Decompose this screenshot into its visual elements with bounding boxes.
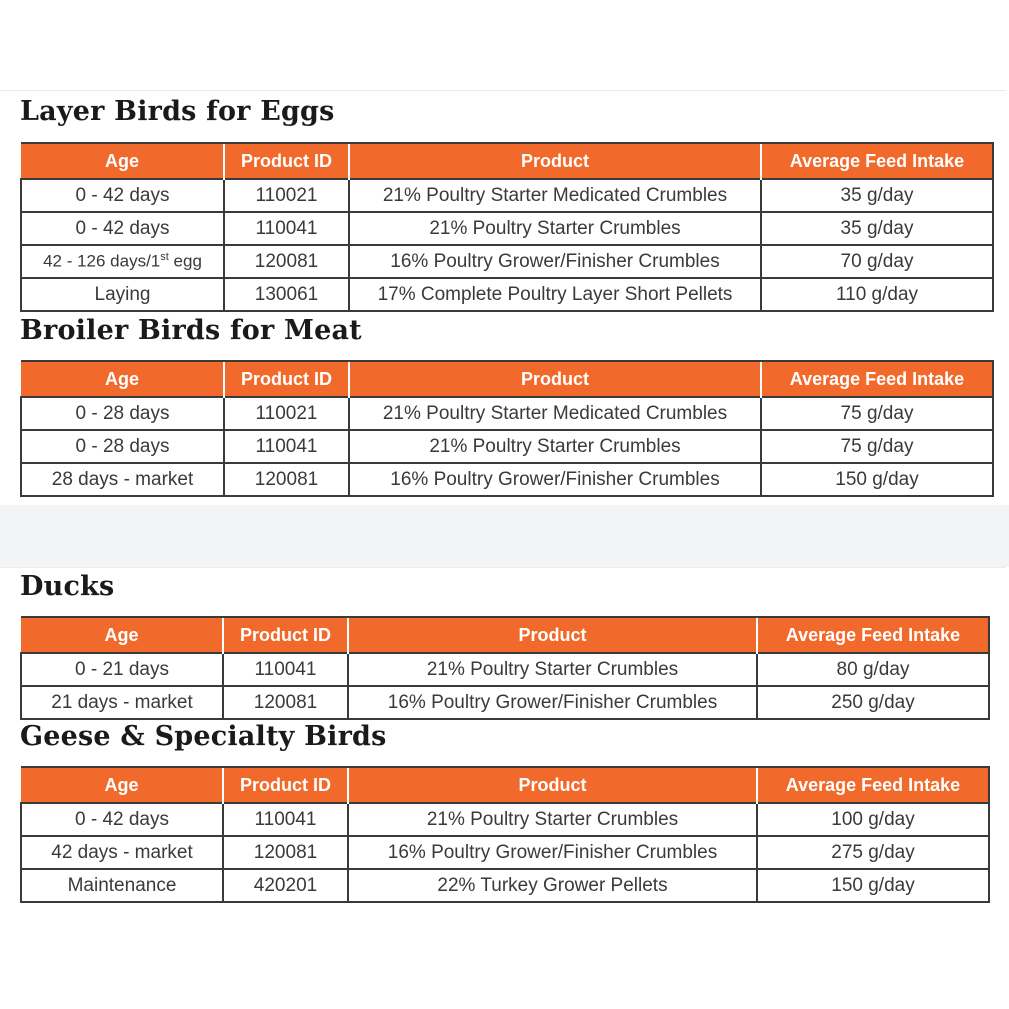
table-header-row [21,361,993,397]
cell-age: 0 - 28 days [21,430,224,463]
table-row [21,869,989,902]
table-row [21,179,993,212]
cell-feed-intake: 100 g/day [757,803,989,836]
panel-separator [0,505,1009,567]
header-product: Product [348,617,757,653]
cell-age: 0 - 21 days [21,653,223,686]
geese-specialty-table [20,766,990,903]
section-title-geese-specialty: Geese & Specialty Birds [20,721,387,752]
header-product-id: Product ID [223,617,348,653]
cell-feed-intake: 150 g/day [757,869,989,902]
table-row [21,653,989,686]
table-row [21,836,989,869]
table-header-row [21,767,989,803]
table-row [21,212,993,245]
cell-age: 42 - 126 days/1st egg [21,245,224,278]
cell-product-id: 110041 [223,653,348,686]
cell-age: Maintenance [21,869,223,902]
table-row [21,245,993,278]
header-product: Product [349,143,761,179]
broiler-birds-table [20,360,994,497]
cell-feed-intake: 80 g/day [757,653,989,686]
cell-product-id: 120081 [224,245,349,278]
header-age: Age [21,767,223,803]
section-title-ducks: Ducks [20,571,115,602]
cell-age: Laying [21,278,224,311]
header-average-feed-intake: Average Feed Intake [757,767,989,803]
cell-feed-intake: 110 g/day [761,278,993,311]
header-age: Age [21,361,224,397]
cell-product: 21% Poultry Starter Medicated Crumbles [349,397,761,430]
cell-product-id: 130061 [224,278,349,311]
layer-birds-table [20,142,994,312]
table-header-row [21,617,989,653]
cell-product: 17% Complete Poultry Layer Short Pellets [349,278,761,311]
header-product-id: Product ID [224,361,349,397]
cell-feed-intake: 70 g/day [761,245,993,278]
header-product: Product [349,361,761,397]
cell-product: 16% Poultry Grower/Finisher Crumbles [348,686,757,719]
cell-feed-intake: 75 g/day [761,397,993,430]
table-row [21,463,993,496]
table-row [21,686,989,719]
cell-product-id: 120081 [224,463,349,496]
header-product-id: Product ID [223,767,348,803]
cell-product: 16% Poultry Grower/Finisher Crumbles [348,836,757,869]
cell-product: 22% Turkey Grower Pellets [348,869,757,902]
table-header-row [21,143,993,179]
cell-product-id: 110041 [224,212,349,245]
section-title-layer-birds: Layer Birds for Eggs [20,96,335,127]
cell-age: 42 days - market [21,836,223,869]
cell-product-id: 120081 [223,686,348,719]
cell-product-id: 120081 [223,836,348,869]
header-average-feed-intake: Average Feed Intake [757,617,989,653]
cell-feed-intake: 75 g/day [761,430,993,463]
table-row [21,397,993,430]
cell-feed-intake: 35 g/day [761,179,993,212]
cell-product: 16% Poultry Grower/Finisher Crumbles [349,463,761,496]
cell-age: 0 - 42 days [21,179,224,212]
header-age: Age [21,617,223,653]
header-age: Age [21,143,224,179]
cell-product: 21% Poultry Starter Crumbles [348,653,757,686]
cell-age: 0 - 42 days [21,803,223,836]
header-product: Product [348,767,757,803]
cell-product: 21% Poultry Starter Crumbles [349,430,761,463]
table-row [21,430,993,463]
cell-feed-intake: 250 g/day [757,686,989,719]
cell-feed-intake: 35 g/day [761,212,993,245]
cell-product-id: 110041 [223,803,348,836]
cell-product-id: 420201 [223,869,348,902]
table-row [21,278,993,311]
cell-age: 28 days - market [21,463,224,496]
header-product-id: Product ID [224,143,349,179]
cell-product-id: 110041 [224,430,349,463]
cell-age: 0 - 42 days [21,212,224,245]
cell-feed-intake: 275 g/day [757,836,989,869]
cell-feed-intake: 150 g/day [761,463,993,496]
cell-product: 21% Poultry Starter Crumbles [348,803,757,836]
ducks-table [20,616,990,720]
table-row [21,803,989,836]
cell-product: 21% Poultry Starter Medicated Crumbles [349,179,761,212]
cell-age: 21 days - market [21,686,223,719]
cell-age: 0 - 28 days [21,397,224,430]
section-title-broiler-birds: Broiler Birds for Meat [20,315,362,346]
cell-product: 16% Poultry Grower/Finisher Crumbles [349,245,761,278]
cell-product-id: 110021 [224,397,349,430]
header-average-feed-intake: Average Feed Intake [761,143,993,179]
cell-product-id: 110021 [224,179,349,212]
header-average-feed-intake: Average Feed Intake [761,361,993,397]
cell-product: 21% Poultry Starter Crumbles [349,212,761,245]
